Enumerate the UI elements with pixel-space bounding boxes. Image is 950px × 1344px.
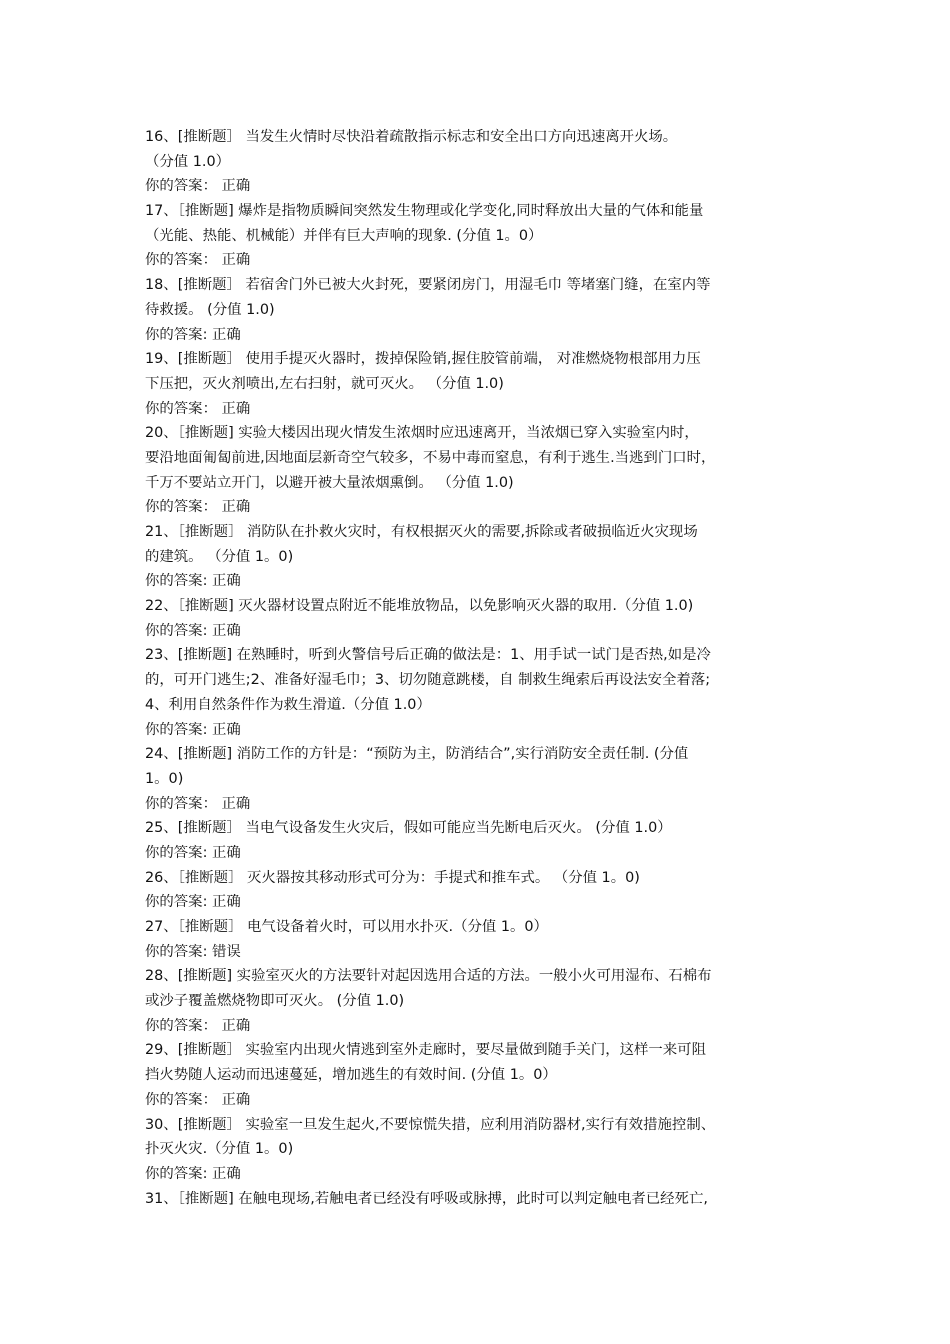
text-line: 或沙子覆盖燃烧物即可灭火。 (分值 1.0): [145, 993, 405, 1010]
text-line: 挡火势随人运动而迅速蔓延，增加逃生的有效时间. (分值 1。0）: [145, 1067, 557, 1084]
text-line: 你的答案： 正确: [145, 178, 251, 195]
text-line: 26、［推断题］ 灭火器按其移动形式可分为：手提式和推车式。 （分值 1。0): [145, 869, 640, 886]
text-line: 20、［推断题] 实验大楼因出现火情发生浓烟时应迅速离开，当浓烟已穿入实验室内时，: [145, 425, 699, 442]
text-line: 待救援。 (分值 1.0): [145, 301, 275, 318]
text-line: 你的答案： 正确: [145, 795, 251, 812]
text-line: 扑灭火灾.（分值 1。0): [145, 1141, 294, 1158]
text-line: 22、［推断题] 灭火器材设置点附近不能堆放物品，以免影响灭火器的取用.（分值 1.0): [145, 598, 694, 615]
text-line: （分值 1.0）: [145, 153, 231, 170]
text-line: （光能、热能、机械能）并伴有巨大声响的现象. (分值 1。0）: [145, 227, 543, 244]
text-line: 千万不要站立开门，以避开被大量浓烟熏倒。 （分值 1.0): [145, 474, 514, 491]
text-line: 你的答案: 正确: [145, 721, 241, 738]
text-line: 27、［推断题］ 电气设备着火时，可以用水扑灭.（分值 1。0）: [145, 919, 548, 935]
text-line: 你的答案: 正确: [145, 573, 241, 590]
text-line: 你的答案: 错误: [145, 943, 241, 960]
text-line: 4、利用自然条件作为救生滑道.（分值 1.0）: [145, 696, 431, 713]
text-line: 你的答案: 正确: [145, 622, 241, 639]
text-line: 21、［推断题］ 消防队在扑救火灾时，有权根据灭火的需要,拆除或者破损临近火灾现场: [145, 524, 698, 540]
text-line: 30、[推断题］ 实验室一旦发生起火,不要惊慌失措，应利用消防器材,实行有效措施控制、: [145, 1116, 716, 1133]
text-line: 你的答案： 正确: [145, 252, 251, 269]
text-line: 23、[推断题] 在熟睡时，听到火警信号后正确的做法是：1、用手试一试门是否热,如是冷: [145, 647, 711, 664]
text-line: 要沿地面匍匐前进,因地面层新奇空气较多，不易中毒而窒息，有利于逃生.当逃到门口时，: [145, 449, 716, 466]
text-line: 的建筑。 （分值 1。0): [145, 548, 294, 565]
text-line: 31、［推断题] 在触电现场,若触电者已经没有呼吸或脉搏，此时可以判定触电者已经死亡,: [145, 1190, 708, 1207]
text-line: 的，可开门逃生;2、准备好湿毛巾；3、切勿随意跳楼，自 制救生绳索后再设法安全着落;: [145, 672, 711, 689]
text-line: 1。0): [145, 770, 184, 787]
text-line: 你的答案： 正确: [145, 1091, 251, 1108]
text-line: 你的答案： 正确: [145, 499, 251, 516]
text-line: 你的答案： 正确: [145, 400, 251, 417]
text-line: 19、[推断题］ 使用手提灭火器时，拨掉保险销,握住胶管前端， 对准燃烧物根部用力压: [145, 351, 701, 368]
text-line: 29、[推断题］ 实验室内出现火情逃到室外走廊时，要尽量做到随手关门，这样一来可阻: [145, 1042, 706, 1059]
text-line: 你的答案: 正确: [145, 894, 241, 911]
text-line: 你的答案： 正确: [145, 1017, 251, 1034]
text-line: 17、［推断题] 爆炸是指物质瞬间突然发生物理或化学变化,同时释放出大量的气体和能量: [145, 203, 704, 220]
text-line: 下压把，灭火剂喷出,左右扫射，就可灭火。 （分值 1.0): [145, 375, 504, 392]
text-line: 28、[推断题] 实验室灭火的方法要针对起因选用合适的方法。一般小火可用湿布、石棉布: [145, 968, 712, 985]
text-line: 你的答案: 正确: [145, 844, 241, 861]
text-line: 18、[推断题］ 若宿舍门外已被大火封死，要紧闭房门，用湿毛巾 等堵塞门缝，在室内等: [145, 277, 711, 294]
text-line: 16、[推断题］ 当发生火情时尽快沿着疏散指示标志和安全出口方向迅速离开火场。: [145, 129, 678, 145]
document-page: [145, 125, 825, 1211]
text-line: 24、[推断题] 消防工作的方针是：“预防为主，防消结合”,实行消防安全责任制. (分值: [145, 746, 689, 763]
text-line: 你的答案: 正确: [145, 326, 241, 343]
text-line: 25、[推断题］ 当电气设备发生火灾后，假如可能应当先断电后灭火。 (分值 1.0）: [145, 820, 672, 837]
text-line: 你的答案: 正确: [145, 1165, 241, 1182]
